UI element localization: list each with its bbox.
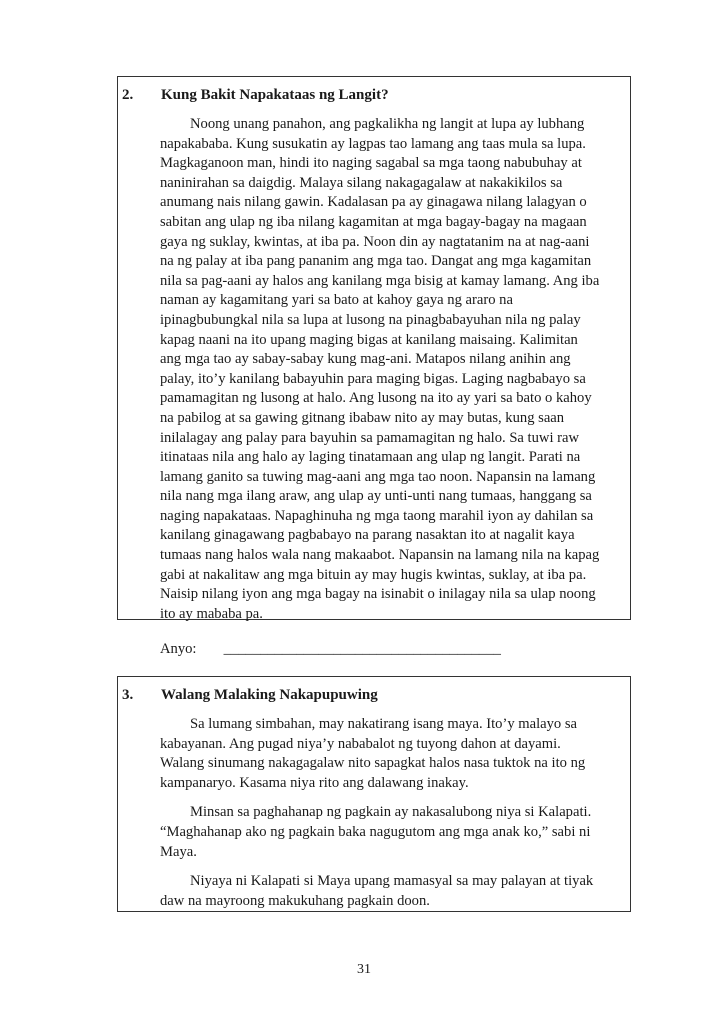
text-line: Niyaya ni Kalapati si Maya upang mamasyal sa may palayan at tiyak — [190, 873, 594, 890]
text-line: naman ay kagamitang yari sa bato at kahoy gaya ng araro na — [160, 292, 513, 309]
text-line: inilalagay ang palay para bayuhin sa pamamagitan ng halo. Sa tuwi raw — [160, 429, 580, 446]
text-line: ang mga tao ay sabay-sabay kung mag-ani. Matapos nilang anihin ang — [160, 351, 571, 368]
anyo-answer-blank[interactable]: ______________________________________ — [223, 641, 501, 657]
text-line: sabitan ang ulap ng iba nilang kagamitan at mga bagay-bagay na magaan — [160, 213, 587, 230]
text-line: pamamagitan ng lusong at halo. Ang lusong na ito ay yari sa bato o kahoy — [160, 390, 592, 407]
section-number: 2. — [122, 87, 134, 103]
story-title: Kung Bakit Napakataas ng Langit? — [161, 87, 389, 103]
story-box-2 — [117, 76, 631, 620]
text-line: kanilang ginagawang pagbabayo na parang nasaktan ito at nagalit kaya — [160, 527, 575, 544]
anyo-answer-row — [160, 641, 501, 658]
text-line: na pabilog at sa gawing gitnang ibabaw nito ay may butas, kung saan — [160, 409, 565, 426]
text-line: Walang sinumang nakagagalaw nito sapagkat halos nasa tuktok na ito ng — [160, 755, 586, 772]
text-line: Magkaganoon man, hindi ito naging sagabal sa mga taong nabubuhay at — [160, 155, 582, 172]
text-line: gaya ng suklay, kwintas, at iba pa. Noon din ay nagtatanim na at nag-aani — [160, 233, 590, 250]
text-line: na ng palay at iba pang pananim ang mga tao. Dangat ang mga kagamitan — [160, 253, 592, 270]
text-line: kampanaryo. Kasama niya rito ang dalawang inakay. — [160, 774, 469, 791]
text-line: ito ay mababa pa. — [160, 605, 263, 622]
text-line: Sa lumang simbahan, may nakatirang isang maya. Ito’y malayo sa — [190, 716, 578, 732]
anyo-label: Anyo: — [160, 641, 197, 657]
story-text — [160, 115, 620, 624]
text-line: lamang ganito sa tuwing mag-aani ang mga tao noon. Napansin na lamang — [160, 468, 596, 485]
page-number: 31 — [357, 962, 371, 977]
text-line: itinataas nila ang halo ay laging tinatamaan ang ulap ng langit. Parati na — [160, 449, 581, 466]
text-line: gabi at nakalitaw ang mga bituin ay may hugis kwintas, suklay, at iba pa. — [160, 566, 587, 583]
paragraph-gap — [160, 862, 620, 872]
text-line: tumaas nang halos wala nang makaabot. Napansin na lamang nila na kapag — [160, 547, 600, 564]
text-line: kabayanan. Ang pugad niya’y nababalot ng tuyong dahon at dayami. — [160, 735, 561, 752]
text-line: ipinagbubungkal nila sa lupa at lusong na pinagbabayuhan nila ng palay — [160, 311, 581, 328]
text-line: Minsan sa paghahanap ng pagkain ay nakasalubong niya si Kalapati. — [190, 804, 592, 821]
text-line: napakababa. Kung susukatin ay lagpas tao lamang ang taas mula sa lupa. — [160, 135, 586, 152]
text-line: daw na mayroong makukuhang pagkain doon. — [160, 892, 430, 909]
text-line: nila sa pag-aani ay halos ang kanilang mga bisig at kamay lamang. Ang iba — [160, 272, 600, 289]
text-line: “Maghahanap ako ng pagkain baka nagugutom ang mga anak ko,” sabi ni — [160, 823, 591, 840]
text-line: Noong unang panahon, ang pagkalikha ng langit at lupa ay lubhang — [190, 116, 585, 132]
text-line: naninirahan sa daigdig. Malaya silang nakagagalaw at nakakikilos sa — [160, 174, 563, 191]
text-line: anumang nais nilang gawin. Kadalasan pa ay ginagawa nilang lalagyan o — [160, 194, 587, 211]
story-title: Walang Malaking Nakapupuwing — [161, 687, 378, 703]
text-line: palay, ito’y kanilang babayuhin para maging bigas. Laging nagbabayo sa — [160, 370, 586, 387]
story-text — [160, 715, 620, 911]
text-line: Naisip nilang iyon ang mga bagay na isinabit o inilagay nila sa ulap noong — [160, 586, 596, 603]
paragraph-gap — [160, 793, 620, 803]
text-line: kapag naani na ito upang maging bigas at kanilang maisaing. Kalimitan — [160, 331, 578, 348]
text-line: Maya. — [160, 843, 197, 860]
section-number: 3. — [122, 687, 134, 703]
text-line: nila nang mga ilang araw, ang ulap ay unti-unti nang tumaas, hanggang sa — [160, 488, 592, 505]
story-box-3 — [117, 676, 631, 912]
text-line: naging napakataas. Napaghinuha ng mga taong marahil iyon ay dahilan sa — [160, 507, 594, 524]
